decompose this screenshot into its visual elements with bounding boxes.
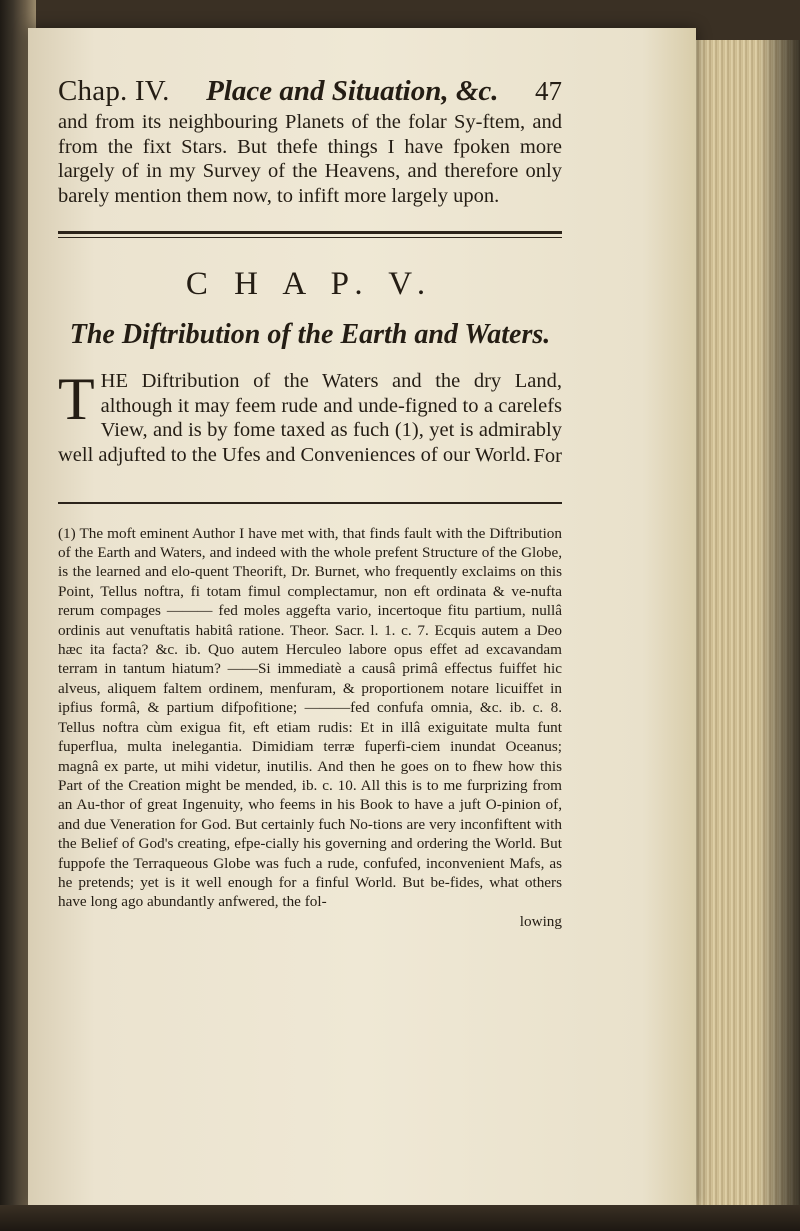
footnote-catchword-text: lowing — [519, 912, 562, 930]
catchword-text: For — [533, 444, 562, 467]
footnote — [58, 524, 562, 912]
footnote-text: The moft eminent Author I have met with, that finds fault with the Diftribution of the Earth and Waters, and indeed with the whole prefent Structure of the Globe, is the learned and elo-quent Theorift, Dr. Burnet, who frequently exclaims on this Point, Tellus noftra, fi totam fimul complectamur, non eft ordinata & ve-nufta rerum compages ——— fed moles aggefta vario, incertoque fitu partium, nullâ ordinis aut venuftatis habitâ ratione. Theor. Sacr. l. 1. c. 7. Ecquis autem a Deo hæc ita facta? &c. ib. Quo autem Herculeo labore opus effet ad excavandam terram in tantum hiatum? ——Si immediatè a causâ primâ effectus fuiffet hic alveus, aliquem faltem ordinem, menfuram, & proportionem notare licuiffet in ipfius formâ, & partium difpofitione; ———fed confufa omnia, &c. ib. c. 8. Tellus noftra cùm exigua fit, eft etiam rudis: Et in illâ exiguitate multa funt fuperflua, multa inelegantia. Dimidiam terræ fuperfi-ciem inundat Oceanus; magnâ ex parte, ut mihi videtur, inutilis. And then he goes on to fhew how this Part of the Creation might be mended, ib. c. 10. All this is to me furprizing from an Au-thor of great Ingenuity, who feems in his Book to have a juft O-pinion of, and due Veneration for God. But certainly fuch No-tions are very inconfiftent with the Belief of God's creating, efpe-cially his governing and ordering the World. But fuppofe the Terraqueous Globe was fuch a rude, confufed, inconvenient Mafs, as he pretends; yet is it well enough for a finful World. But be-fides, what others have long ago abundantly anfwered, the fol- — [58, 524, 562, 911]
drop-cap: T — [58, 365, 95, 432]
section-rule-thick — [58, 231, 562, 234]
footnote-catchword — [58, 912, 562, 931]
scan-background — [0, 1205, 800, 1231]
chapter-paragraph: HE Diftribution of the Waters and the dry Land, although it may feem rude and unde-figned to a carelefs View, and is by fome taxed as fuch (1), yet is admirably well adjufted to the Ufes and Conveniences of our World. — [58, 369, 562, 466]
header-section-title: Place and Situation, &c. — [206, 75, 499, 107]
footnote-marker: (1) — [58, 524, 76, 542]
chapter-title: The Diftribution of the Earth and Waters. — [69, 318, 551, 350]
page-content — [58, 72, 562, 931]
chapter-paragraph-block — [58, 365, 562, 468]
header-chapter: Chap. IV. — [58, 75, 170, 107]
intro-paragraph: and from its neighbouring Planets of the folar Sy-ftem, and from the fixt Stars. But thefe things I have fpoken more largely of in my Survey of the Heavens, and therefore only barely mention them now, to infift more largely upon. — [58, 111, 562, 208]
chapter-heading: C H A P. V. — [185, 265, 435, 302]
section-rule-thin — [58, 237, 562, 238]
page-number: 47 — [534, 76, 562, 106]
footnote-rule — [58, 502, 562, 504]
running-header — [58, 72, 562, 110]
